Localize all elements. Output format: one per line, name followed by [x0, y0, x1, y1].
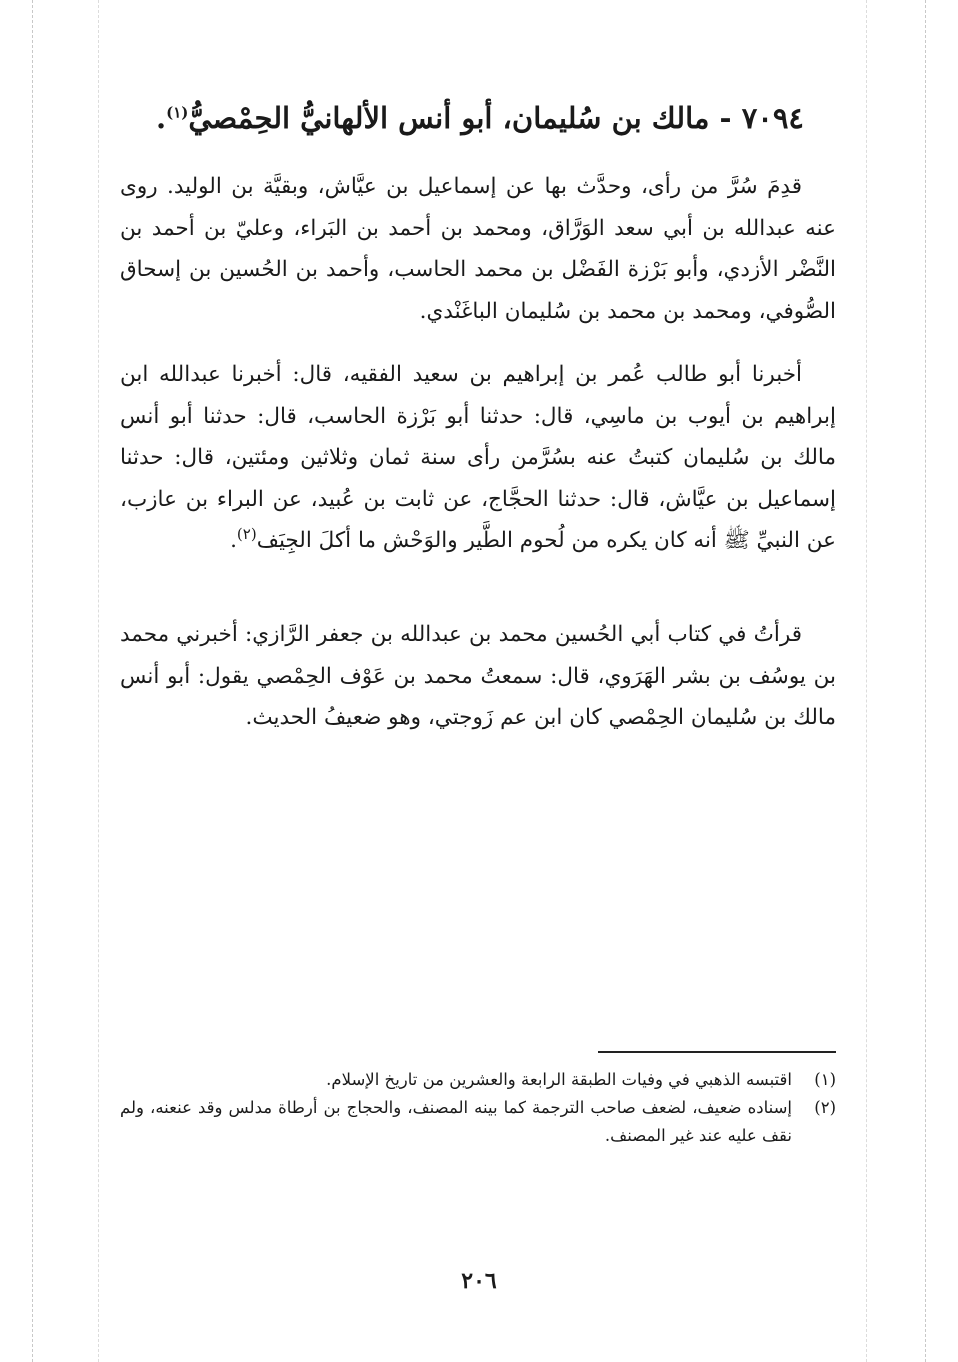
footnote-item [120, 1094, 836, 1150]
paragraph-narration [120, 614, 836, 739]
scan-guide-line [925, 0, 926, 1362]
footnote-number: (٢) [814, 1098, 836, 1117]
footnote-ref-2[interactable]: (٢) [236, 524, 257, 543]
hadith-text: أخبرنا أبو طالب عُمر بن إبراهيم بن سعيد الفقيه، قال: أخبرنا عبدالله ابن إبراهيم بن أيوب بن ماسِي، قال: حدثنا أبو بَرْزة الحاسب، قال: حدثنا أبو أنس مالك بن سُليمان كتبتُ عنه بسُرَّمن رأى سنة ثمان وثلاثين ومئتين، قال: حدثنا إسماعيل بن عيَّاش، قال: حدثنا الحجَّاج، عن ثابت بن عُبيد، عن البراء بن عازب، عن النبيِّ ﷺ أنه كان يكره من لُحوم الطَّير والوَحْش ما أكلَ الجِيَف [120, 362, 836, 553]
footnote-ref-1[interactable]: (١) [166, 103, 189, 122]
paragraph-hadith [120, 354, 836, 562]
footnote-number: (١) [814, 1070, 836, 1089]
page-number: ٢٠٦ [461, 1268, 497, 1294]
hadith-end: . [230, 528, 237, 553]
footnote-divider [598, 1051, 836, 1053]
footnote-text: اقتبسه الذهبي في وفيات الطبقة الرابعة والعشرين من تاريخ الإسلام. [326, 1070, 792, 1089]
paragraph-text [120, 354, 836, 562]
paragraph-text: قرأتُ في كتاب أبي الحُسين محمد بن عبدالله بن جعفر الرَّازي: أخبرني محمد بن يوسُف بن بشر الهَرَوي، قال: سمعتُ محمد بن عَوْف الحِمْصي يقول: أبو أنس مالك بن سُليمان الحِمْصي كان ابن عم زَوجتي، وهو ضعيفُ الحديث. [120, 622, 836, 730]
footnotes [120, 1066, 836, 1150]
scan-guide-line [866, 0, 867, 1362]
footnote-item [120, 1066, 836, 1094]
paragraph-biography [120, 166, 836, 332]
entry-title-text: ٧٠٩٤ - مالك بن سُليمان، أبو أنس الألهانيُّ الحِمْصيُّ [188, 101, 804, 135]
entry-title [120, 96, 840, 140]
entry-title-end: . [156, 101, 167, 135]
scan-guide-line [32, 0, 33, 1362]
paragraph-text: قدِمَ سُرَّ من رأى، وحدَّث بها عن إسماعيل بن عيَّاش، وبقيَّة بن الوليد. روى عنه عبدالله بن أبي سعد الوَرَّاق، ومحمد بن أحمد بن البَراء، وعليّ بن أحمد بن النَّضْر الأزدي، وأبو بَرْزة الفَضْل بن محمد الحاسب، وأحمد بن الحُسين بن إسحاق الصُّوفي، ومحمد بن محمد بن سُليمان الباغَنْدي. [120, 174, 836, 324]
footnote-text: إسناده ضعيف، لضعف صاحب الترجمة كما بينه المصنف، والحجاج بن أرطاة مدلس وقد عنعنه، ولم نقف عليه عند غير المصنف. [120, 1098, 792, 1145]
scan-guide-line [98, 0, 99, 1362]
